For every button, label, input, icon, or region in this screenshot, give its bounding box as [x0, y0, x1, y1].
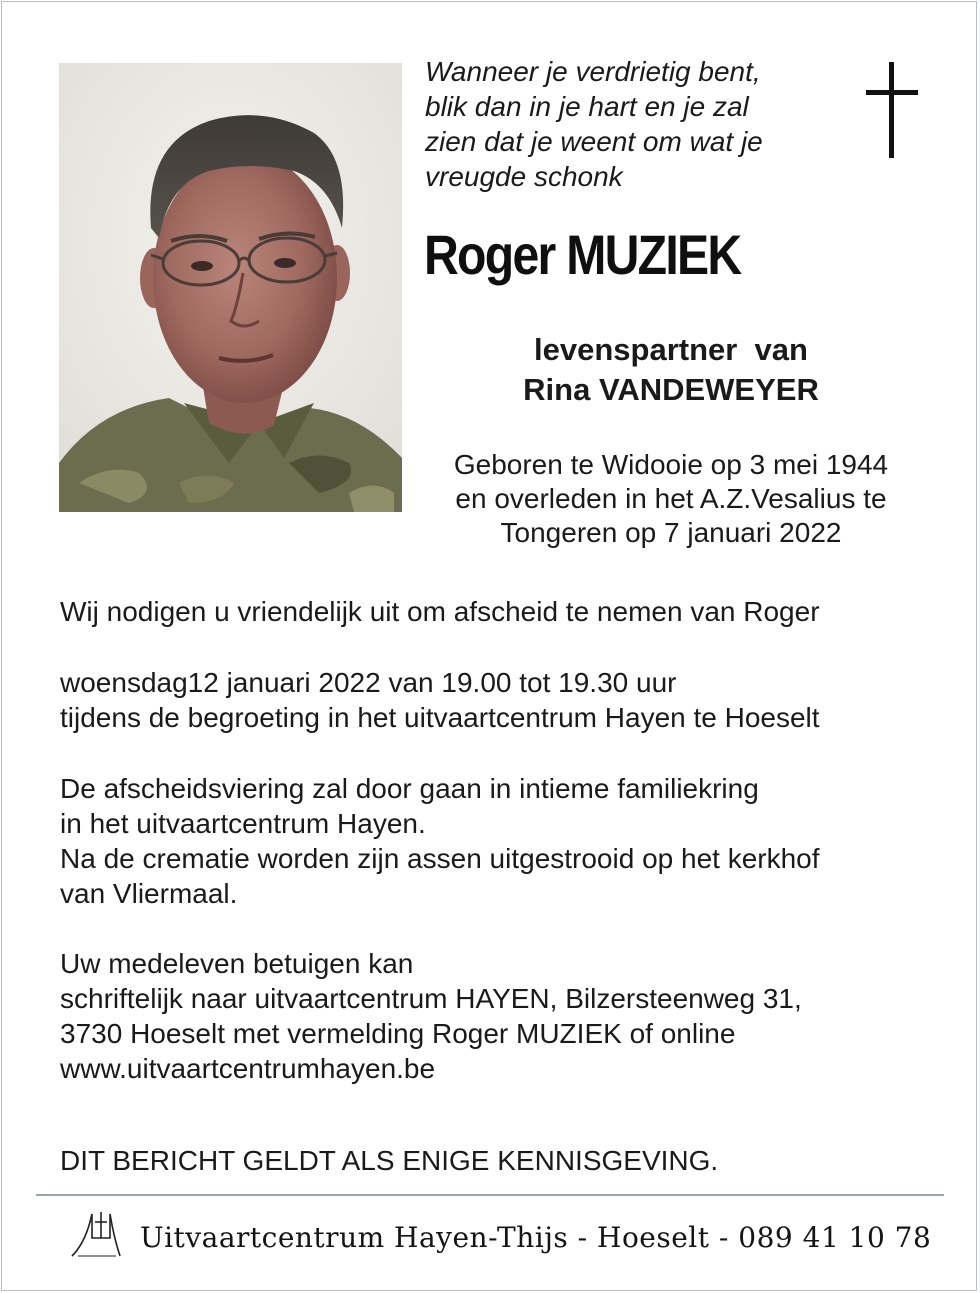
cross-icon: [862, 62, 922, 158]
official-notice: DIT BERICHT GELDT ALS ENIGE KENNISGEVING.: [60, 1145, 719, 1176]
memorial-quote: Wanneer je verdrietig bent, blik dan in je hart en je zal zien dat je weent om wat je vreugde schonk: [425, 56, 763, 192]
deceased-name: Roger MUZIEK: [424, 223, 741, 286]
footer-divider: [36, 1194, 944, 1196]
birth-death-details: Geboren te Widooie op 3 mei 1944 en overleden in het A.Z.Vesalius te Tongeren op 7 januari 2022: [453, 449, 889, 548]
ceremony-details: De afscheidsviering zal door gaan in intieme familiekring in het uitvaartcentrum Hayen. Na de crematie worden zijn assen uitgestrooid op het kerkhof van Vliermaal.: [60, 773, 820, 909]
funeral-home-logo-icon: [70, 1208, 122, 1260]
viewing-details: woensdag12 januari 2022 van 19.00 tot 19.30 uur tijdens de begroeting in het uitvaartcentrum Hayen te Hoeselt: [60, 667, 820, 733]
funeral-home-contact: Uitvaartcentrum Hayen-Thijs - Hoeselt - 089 41 10 78: [140, 1221, 932, 1254]
portrait-photo: [59, 63, 402, 512]
partner-line-1: levenspartner van: [534, 332, 808, 367]
partner-line-2: Rina VANDEWEYER: [523, 372, 819, 407]
partner-block: [430, 330, 912, 410]
condolences-details: Uw medeleven betuigen kan schriftelijk naar uitvaartcentrum HAYEN, Bilzersteenweg 31, 3730 Hoeselt met vermelding Roger MUZIEK of online www.uitvaartcentrumhayen.be: [60, 948, 802, 1084]
invitation-text: Wij nodigen u vriendelijk uit om afscheid te nemen van Roger: [60, 596, 820, 627]
